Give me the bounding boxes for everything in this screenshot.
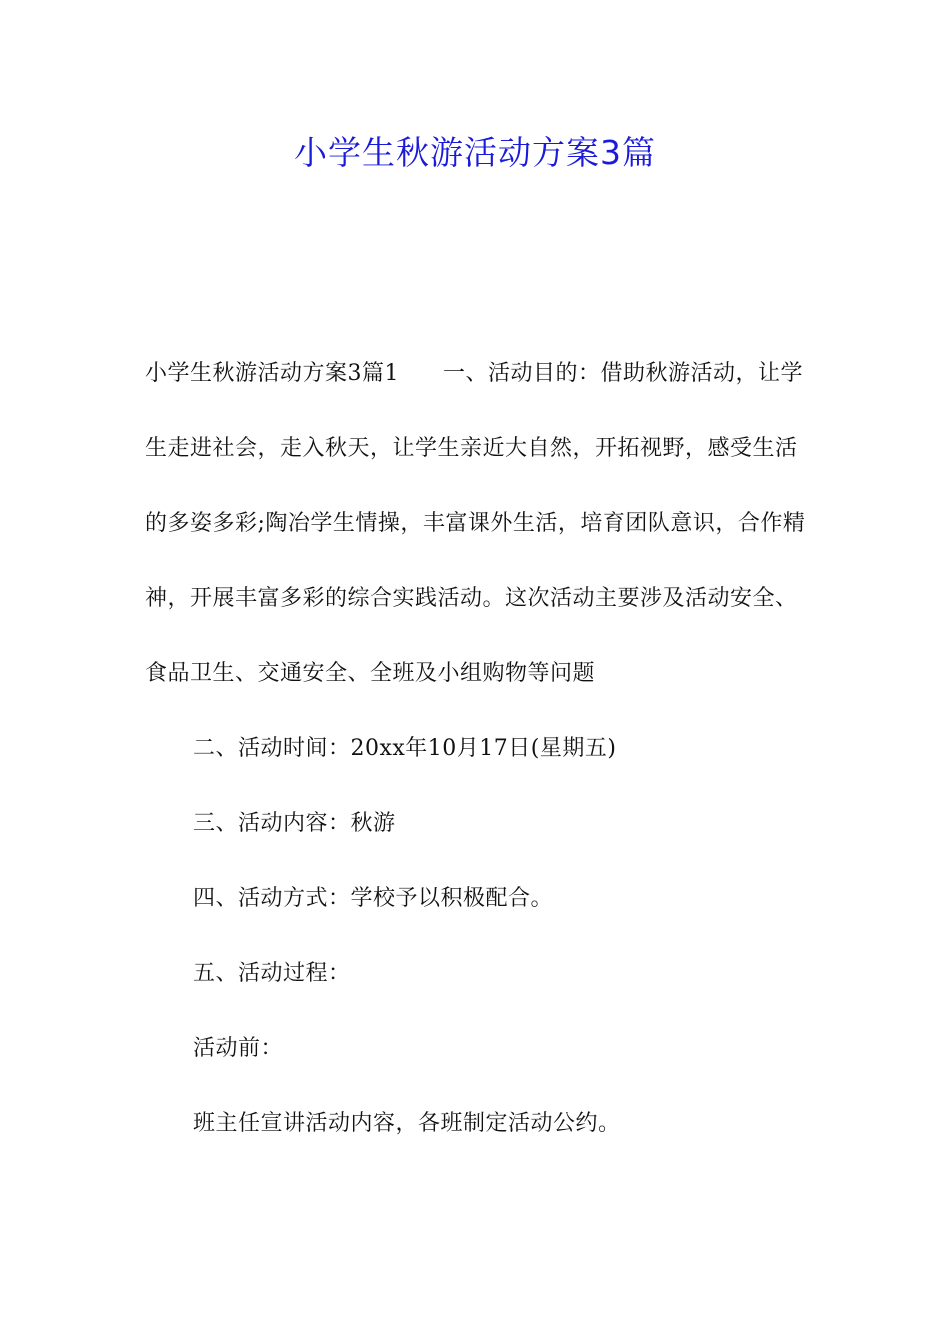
paragraph-process: 五、活动过程： xyxy=(193,961,351,986)
paragraph-time: 二、活动时间：20xx年10月17日(星期五) xyxy=(193,736,617,761)
paragraph-teacher-briefing: 班主任宣讲活动内容，各班制定活动公约。 xyxy=(193,1111,621,1136)
intro-text: 一、活动目的：借助秋游活动，让学生走进社会，走入秋天，让学生亲近大自然，开拓视野，感受生活的多姿多彩;陶冶学生情操，丰富课外生活，培育团队意识，合作精神，开展丰富多彩的综合实践活动。这次活动主要涉及活动安全、食品卫生、交通安全、全班及小组购物等问题 xyxy=(145,361,806,686)
paragraph-before-activity: 活动前： xyxy=(193,1036,284,1061)
paragraph-method: 四、活动方式：学校予以积极配合。 xyxy=(193,886,554,911)
document-title: 小学生秋游活动方案3篇 xyxy=(294,133,656,172)
intro-paragraph xyxy=(145,336,810,711)
intro-heading: 小学生秋游活动方案3篇1 xyxy=(145,361,399,386)
paragraph-content: 三、活动内容：秋游 xyxy=(193,811,396,836)
document-body xyxy=(145,336,810,1161)
